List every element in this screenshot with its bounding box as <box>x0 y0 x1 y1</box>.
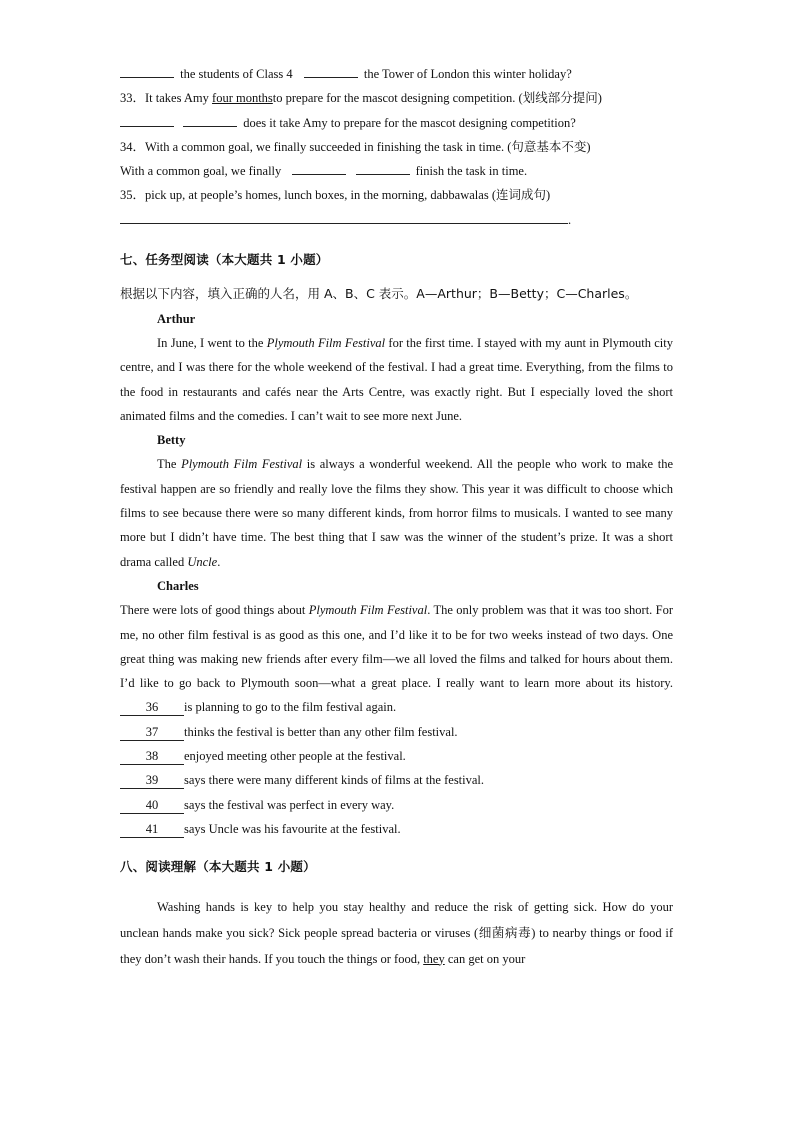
answer-blank-38[interactable]: 38 <box>120 749 184 765</box>
answer-blank-41[interactable]: 41 <box>120 822 184 838</box>
q35-text: pick up, at people’s homes, lunch boxes, in the morning, dabbawalas (连词成句) <box>145 188 551 203</box>
task-instruction: 根据以下内容，填入正确的人名，用 A、B、C 表示。A—Arthur；B—Betty；C—Charles。 <box>120 286 638 302</box>
q33-after: to prepare for the mascot designing competition. (划线部分提问) <box>272 91 602 106</box>
task-question-row <box>120 817 673 841</box>
answer-blank-40[interactable]: 40 <box>120 798 184 814</box>
task-question-row <box>120 744 673 768</box>
q33-answer-line <box>120 111 673 135</box>
reading-text: Washing hands is key to help you stay healthy and reduce the risk of getting sick. How do your unclean hands make you sick? Sick people spread bacteria or viruses (细菌病毒) to nearby things or food if they don’t wash their hands. If you touch the things or food, <box>120 899 673 966</box>
answer-blank[interactable] <box>183 112 237 127</box>
answer-blank[interactable] <box>292 160 346 175</box>
charles-text: There were lots of good things about <box>120 603 309 618</box>
betty-text: . <box>217 554 221 569</box>
festival-name: Plymouth Film Festival <box>308 603 428 618</box>
arthur-paragraph <box>120 331 673 428</box>
q34-answer-line <box>120 159 673 183</box>
question-text: says the festival was perfect in every way. <box>184 797 395 812</box>
task-question-row <box>120 793 673 817</box>
q35-answer-line <box>120 208 673 232</box>
answer-blank[interactable] <box>356 160 410 175</box>
q34-answer-before: With a common goal, we finally <box>120 164 282 179</box>
q34-text: With a common goal, we finally succeeded in finishing the task in time. (句意基本不变) <box>145 139 591 154</box>
answer-blank-37[interactable]: 37 <box>120 725 184 741</box>
q34-question <box>120 135 673 159</box>
task-question-row <box>120 720 673 744</box>
section-heading-7: 七、任务型阅读（本大题共 1 小题） <box>120 252 329 268</box>
q35-question <box>120 183 673 207</box>
question-text: thinks the festival is better than any other film festival. <box>184 724 458 739</box>
arthur-text: for the first time. I stayed with my aunt in Plymouth city centre, and I was there for the whole weekend of the festival. I had a great time. Everything, from the films to the food in restaurants and cafés near the Arts Centre, was exactly right. But I especially loved the short animated films and the comedies. I can’t wait to see more next June. <box>120 335 673 423</box>
speaker-name-charles: Charles <box>157 578 199 593</box>
question-number: 33． <box>120 91 146 106</box>
answer-blank-36[interactable]: 36 <box>120 700 184 716</box>
worksheet-page <box>120 62 673 972</box>
question-number: 35． <box>120 188 146 203</box>
q35-period: . <box>568 212 572 227</box>
answer-blank-39[interactable]: 39 <box>120 773 184 789</box>
betty-text: The <box>157 457 182 472</box>
answer-blank[interactable] <box>120 63 174 78</box>
festival-name: Plymouth Film Festival <box>266 335 386 350</box>
q33-underlined-part: four months <box>212 91 273 106</box>
charles-paragraph <box>120 598 673 719</box>
question-text: says Uncle was his favourite at the festival. <box>184 821 401 836</box>
reading-text: can get on your <box>444 951 526 966</box>
speaker-name-arthur: Arthur <box>157 311 196 326</box>
task-question-row <box>120 768 673 792</box>
betty-text: is always a wonderful weekend. All the people who work to make the festival happen are so friendly and really love the films they show. This year it was difficult to choose which films to see because there were so many different kinds, from horror films to musicals. I wanted to see many more but I didn’t have time. The best thing that I saw was the winner of the student’s prize. It was a short drama called <box>120 457 674 569</box>
section-heading-8: 八、阅读理解（本大题共 1 小题） <box>120 859 316 875</box>
question-text: enjoyed meeting other people at the festival. <box>184 749 406 764</box>
film-title: Uncle <box>187 554 218 569</box>
charles-text: . The only problem was that it was too short. For me, no other film festival is as good as this one, and I’d like it to be for two weeks instead of two days. One great thing was making new friends after every film—we all loved the films and talked for hours about them. I’d like to go back to Plymouth soon—what a great place. I really want to learn more about its history. <box>120 603 674 691</box>
q36-text: is planning to go to the film festival again. <box>184 700 397 715</box>
festival-name: Plymouth Film Festival <box>181 457 303 472</box>
q32-text-part1: the students of Class 4 <box>180 67 293 81</box>
question-text: says there were many different kinds of films at the festival. <box>184 773 485 788</box>
q32-text-part2: the Tower of London this winter holiday? <box>363 67 572 81</box>
betty-paragraph <box>120 452 673 573</box>
reading-paragraph <box>120 894 673 972</box>
q32-answer-line <box>120 62 673 86</box>
speaker-name-betty: Betty <box>157 433 186 448</box>
q33-before: It takes Amy <box>145 91 209 106</box>
question-number: 34． <box>120 139 146 154</box>
q34-answer-after: finish the task in time. <box>415 164 528 179</box>
answer-blank[interactable] <box>304 63 358 78</box>
answer-long-blank[interactable] <box>120 209 568 224</box>
answer-blank[interactable] <box>120 112 174 127</box>
underlined-word: they <box>423 951 445 966</box>
q33-answer-text: does it take Amy to prepare for the mascot designing competition? <box>243 115 576 130</box>
question-list <box>120 720 673 841</box>
arthur-text: In June, I went to the <box>157 335 267 350</box>
q33-question <box>120 86 673 110</box>
